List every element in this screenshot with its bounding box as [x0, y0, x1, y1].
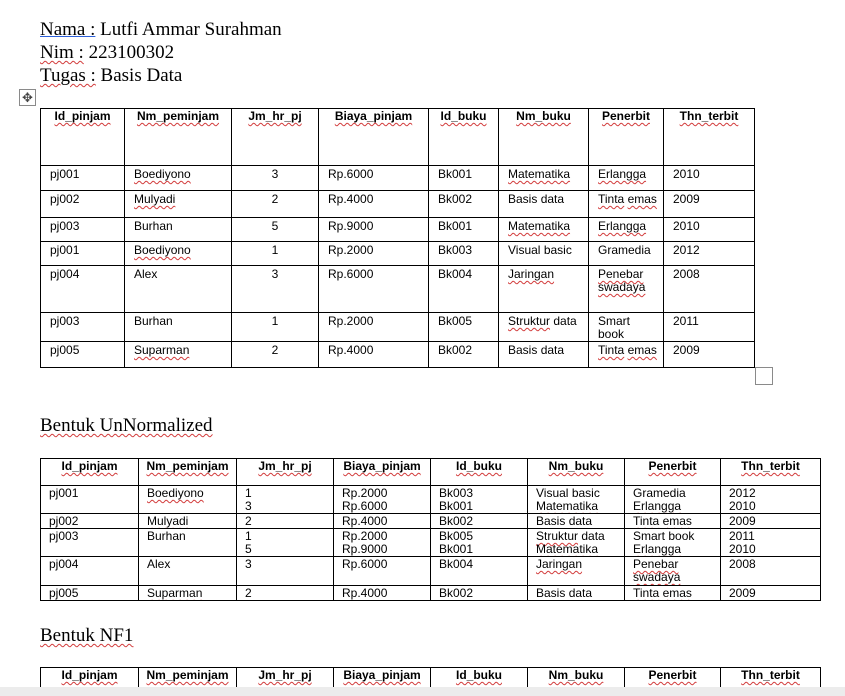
unnormalized-cell-penerbit: Tinta emas — [625, 514, 721, 529]
source-cell-nm-buku: Struktur data — [499, 313, 589, 342]
unnormalized-header-id-buku: Id_buku — [431, 459, 528, 486]
source-cell-id-buku: Bk005 — [429, 313, 499, 342]
source-cell-id-buku: Bk003 — [429, 242, 499, 266]
source-cell-id-buku: Bk001 — [429, 218, 499, 242]
unnormalized-cell-id-buku: Bk002 — [431, 586, 528, 601]
unnormalized-cell-nm-buku: Struktur data Matematika — [528, 529, 625, 557]
unnormalized-header-jm-hr-pj: Jm_hr_pj — [237, 459, 334, 486]
source-cell-jm-hr-pj: 2 — [232, 191, 319, 218]
source-cell-id-pinjam: pj002 — [41, 191, 125, 218]
unnormalized-cell-id-buku: Bk005 Bk001 — [431, 529, 528, 557]
tugas-label: Tugas : — [40, 65, 96, 86]
nf1-header-id-pinjam: Id_pinjam — [41, 668, 139, 690]
source-cell-id-pinjam: pj003 — [41, 313, 125, 342]
unnormalized-table-body — [41, 486, 821, 601]
source-cell-biaya-pinjam: Rp.9000 — [319, 218, 429, 242]
unnormalized-table-header-row — [41, 459, 821, 486]
source-cell-thn-terbit: 2008 — [664, 266, 755, 313]
source-cell-nm-peminjam: Burhan — [125, 218, 232, 242]
source-cell-biaya-pinjam: Rp.6000 — [319, 166, 429, 191]
table-row — [41, 242, 755, 266]
source-cell-id-pinjam: pj001 — [41, 242, 125, 266]
nf1-header-nm-buku: Nm_buku — [528, 668, 625, 690]
unnormalized-cell-id-buku: Bk002 — [431, 514, 528, 529]
source-cell-jm-hr-pj: 1 — [232, 242, 319, 266]
unnormalized-cell-biaya-pinjam: Rp.2000 Rp.9000 — [334, 529, 431, 557]
source-cell-thn-terbit: 2009 — [664, 342, 755, 368]
source-cell-penerbit: Erlangga — [589, 166, 664, 191]
source-header-nm-buku: Nm_buku — [499, 109, 589, 166]
table-row — [41, 486, 821, 514]
source-table-body — [41, 166, 755, 368]
table-row — [41, 342, 755, 368]
source-cell-penerbit: Penebar swadaya — [589, 266, 664, 313]
source-cell-nm-buku: Jaringan — [499, 266, 589, 313]
source-cell-penerbit: Tinta emas — [589, 342, 664, 368]
source-header-id-buku: Id_buku — [429, 109, 499, 166]
unnormalized-header-biaya-pinjam: Biaya_pinjam — [334, 459, 431, 486]
source-cell-nm-buku: Matematika — [499, 166, 589, 191]
source-cell-id-pinjam: pj001 — [41, 166, 125, 191]
unnormalized-cell-nm-peminjam: Suparman — [139, 586, 237, 601]
source-header-penerbit: Penerbit — [589, 109, 664, 166]
unnormalized-header-penerbit: Penerbit — [625, 459, 721, 486]
nf1-header-jm-hr-pj: Jm_hr_pj — [237, 668, 334, 690]
window-bottom-edge — [0, 687, 845, 696]
unnormalized-cell-nm-peminjam: Alex — [139, 557, 237, 586]
source-cell-nm-buku: Matematika — [499, 218, 589, 242]
unnormalized-cell-nm-buku: Basis data — [528, 586, 625, 601]
table-row — [41, 218, 755, 242]
unnormalized-header-nm-buku: Nm_buku — [528, 459, 625, 486]
table-row — [41, 191, 755, 218]
unnormalized-cell-nm-buku: Jaringan — [528, 557, 625, 586]
source-cell-id-buku: Bk002 — [429, 342, 499, 368]
unnormalized-table — [40, 458, 821, 601]
unnormalized-cell-jm-hr-pj: 2 — [237, 514, 334, 529]
unnormalized-cell-thn-terbit: 2009 — [721, 514, 821, 529]
source-cell-nm-peminjam: Mulyadi — [125, 191, 232, 218]
source-cell-nm-buku: Basis data — [499, 191, 589, 218]
source-cell-jm-hr-pj: 3 — [232, 166, 319, 191]
source-cell-nm-peminjam: Boediyono — [125, 166, 232, 191]
unnormalized-cell-nm-peminjam: Burhan — [139, 529, 237, 557]
source-cell-biaya-pinjam: Rp.4000 — [319, 342, 429, 368]
source-cell-thn-terbit: 2010 — [664, 166, 755, 191]
source-cell-nm-buku: Basis data — [499, 342, 589, 368]
unnormalized-cell-biaya-pinjam: Rp.6000 — [334, 557, 431, 586]
table-row — [41, 557, 821, 586]
source-cell-penerbit: Gramedia — [589, 242, 664, 266]
unnormalized-cell-penerbit: Gramedia Erlangga — [625, 486, 721, 514]
source-cell-penerbit: Tinta emas — [589, 191, 664, 218]
unnormalized-cell-id-pinjam: pj003 — [41, 529, 139, 557]
table-row — [41, 529, 821, 557]
unnormalized-cell-jm-hr-pj: 1 5 — [237, 529, 334, 557]
nim-line — [40, 41, 282, 64]
source-cell-nm-peminjam: Boediyono — [125, 242, 232, 266]
unnormalized-cell-thn-terbit: 2009 — [721, 586, 821, 601]
unnormalized-cell-nm-peminjam: Boediyono — [139, 486, 237, 514]
source-cell-biaya-pinjam: Rp.2000 — [319, 313, 429, 342]
source-cell-nm-peminjam: Suparman — [125, 342, 232, 368]
table-row — [41, 166, 755, 191]
unnormalized-cell-thn-terbit: 2012 2010 — [721, 486, 821, 514]
unnormalized-cell-id-buku: Bk004 — [431, 557, 528, 586]
table-row — [41, 266, 755, 313]
source-cell-thn-terbit: 2010 — [664, 218, 755, 242]
nama-value: Lutfi Ammar Surahman — [100, 19, 282, 40]
source-cell-id-pinjam: pj005 — [41, 342, 125, 368]
table-row — [41, 586, 821, 601]
source-cell-id-buku: Bk001 — [429, 166, 499, 191]
document-header — [40, 18, 282, 87]
unnormalized-cell-biaya-pinjam: Rp.4000 — [334, 514, 431, 529]
source-cell-thn-terbit: 2011 — [664, 313, 755, 342]
source-header-id-pinjam: Id_pinjam — [41, 109, 125, 166]
unnormalized-cell-penerbit: Smart book Erlangga — [625, 529, 721, 557]
nf1-header-penerbit: Penerbit — [625, 668, 721, 690]
source-header-biaya-pinjam: Biaya_pinjam — [319, 109, 429, 166]
source-header-thn-terbit: Thn_terbit — [664, 109, 755, 166]
unnormalized-cell-id-pinjam: pj002 — [41, 514, 139, 529]
source-table-header-row — [41, 109, 755, 166]
unnormalized-cell-jm-hr-pj: 1 3 — [237, 486, 334, 514]
unnormalized-cell-nm-peminjam: Mulyadi — [139, 514, 237, 529]
source-cell-jm-hr-pj: 5 — [232, 218, 319, 242]
nf1-header-biaya-pinjam: Biaya_pinjam — [334, 668, 431, 690]
source-cell-nm-peminjam: Alex — [125, 266, 232, 313]
source-cell-penerbit: Erlangga — [589, 218, 664, 242]
source-cell-id-buku: Bk004 — [429, 266, 499, 313]
unnormalized-header-thn-terbit: Thn_terbit — [721, 459, 821, 486]
section-title-nf1: Bentuk NF1 — [40, 625, 134, 646]
unnormalized-cell-penerbit: Penebar swadaya — [625, 557, 721, 586]
source-cell-jm-hr-pj: 2 — [232, 342, 319, 368]
source-cell-nm-peminjam: Burhan — [125, 313, 232, 342]
nf1-header-thn-terbit: Thn_terbit — [721, 668, 821, 690]
source-cell-biaya-pinjam: Rp.6000 — [319, 266, 429, 313]
table-row — [41, 514, 821, 529]
source-cell-biaya-pinjam: Rp.4000 — [319, 191, 429, 218]
unnormalized-cell-penerbit: Tinta emas — [625, 586, 721, 601]
source-header-nm-peminjam: Nm_peminjam — [125, 109, 232, 166]
table-resize-handle[interactable] — [755, 367, 773, 385]
source-table — [40, 108, 755, 368]
table-move-handle-icon[interactable]: ✥ — [19, 89, 36, 106]
source-cell-thn-terbit: 2012 — [664, 242, 755, 266]
source-cell-id-buku: Bk002 — [429, 191, 499, 218]
nim-value: 223100302 — [88, 42, 175, 63]
unnormalized-cell-id-pinjam: pj004 — [41, 557, 139, 586]
table-row — [41, 313, 755, 342]
unnormalized-cell-nm-buku: Basis data — [528, 514, 625, 529]
unnormalized-cell-jm-hr-pj: 2 — [237, 586, 334, 601]
source-cell-penerbit: Smart book — [589, 313, 664, 342]
unnormalized-cell-id-buku: Bk003 Bk001 — [431, 486, 528, 514]
unnormalized-cell-thn-terbit: 2008 — [721, 557, 821, 586]
unnormalized-cell-biaya-pinjam: Rp.2000 Rp.6000 — [334, 486, 431, 514]
source-cell-id-pinjam: pj003 — [41, 218, 125, 242]
nim-label: Nim : — [40, 42, 84, 63]
source-cell-id-pinjam: pj004 — [41, 266, 125, 313]
source-cell-biaya-pinjam: Rp.2000 — [319, 242, 429, 266]
unnormalized-cell-nm-buku: Visual basic Matematika — [528, 486, 625, 514]
unnormalized-cell-biaya-pinjam: Rp.4000 — [334, 586, 431, 601]
source-cell-jm-hr-pj: 3 — [232, 266, 319, 313]
unnormalized-header-id-pinjam: Id_pinjam — [41, 459, 139, 486]
unnormalized-cell-thn-terbit: 2011 2010 — [721, 529, 821, 557]
source-cell-jm-hr-pj: 1 — [232, 313, 319, 342]
source-cell-nm-buku: Visual basic — [499, 242, 589, 266]
source-header-jm-hr-pj: Jm_hr_pj — [232, 109, 319, 166]
nf1-header-id-buku: Id_buku — [431, 668, 528, 690]
unnormalized-cell-id-pinjam: pj005 — [41, 586, 139, 601]
tugas-value: Basis Data — [100, 65, 183, 86]
section-title-unnormalized: Bentuk UnNormalized — [40, 415, 213, 436]
nama-line — [40, 18, 282, 41]
source-cell-thn-terbit: 2009 — [664, 191, 755, 218]
tugas-line — [40, 64, 282, 87]
unnormalized-cell-id-pinjam: pj001 — [41, 486, 139, 514]
unnormalized-cell-jm-hr-pj: 3 — [237, 557, 334, 586]
nf1-header-nm-peminjam: Nm_peminjam — [139, 668, 237, 690]
unnormalized-header-nm-peminjam: Nm_peminjam — [139, 459, 237, 486]
nama-label: Nama : — [40, 19, 96, 40]
